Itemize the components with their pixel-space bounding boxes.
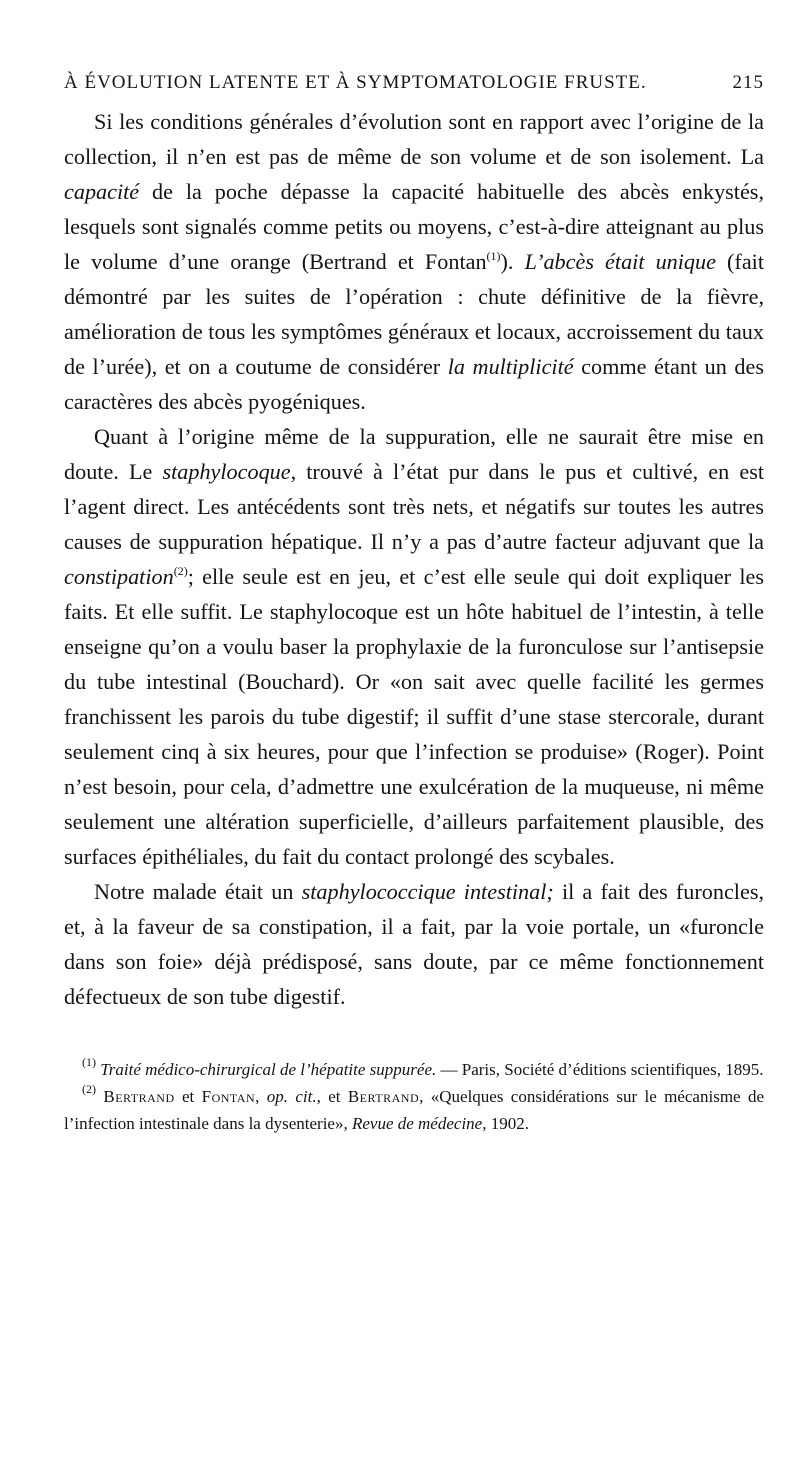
italic-run: Traité médico-chirurgical de l’hépatite suppurée.: [100, 1060, 437, 1079]
paragraph: [64, 874, 764, 1014]
running-head: [64, 72, 764, 94]
text-run: — Paris, Société d’éditions scientifiques, 1895.: [436, 1060, 764, 1079]
book-page: [64, 72, 764, 1137]
footnote-ref: (1): [486, 249, 501, 263]
text-run: ).: [500, 249, 525, 274]
text-run: Si les conditions générales d’évolution sont en rapport avec l’origine de la collection, il n’en est pas de même de son volume et de son isolement. La: [64, 109, 764, 169]
italic-run: constipation: [64, 564, 174, 589]
italic-run: capacité: [64, 179, 140, 204]
text-run: Quant à l’origine même de la suppuration, elle ne saurait être mise en doute. Le: [64, 424, 764, 484]
footnote: [64, 1083, 764, 1137]
text-run: il a fait des furoncles, et, à la faveur de sa constipation, il a fait, par la voie portale, un «furoncle dans son foie» déjà prédisposé, sans doute, par ce même fonctionnement défectueux de son tube digestif.: [64, 879, 765, 1009]
italic-run: staphylococcique intestinal;: [301, 879, 554, 904]
text-run: , trouvé à l’état pur dans le pus et cultivé, en est l’agent direct. Les antécédents sont très nets, et négatifs sur toutes les autres causes de suppuration hépatique. Il n’y a pas d’autre facteur adjuvant que la: [64, 459, 764, 554]
text-run: , «Quelques considérations sur le mécanisme de l’infection intestinale dans la dysenterie»,: [64, 1087, 764, 1133]
italic-run: la multiplicité: [447, 354, 574, 379]
italic-run: Revue de médecine: [351, 1114, 483, 1133]
italic-run: staphylocoque: [162, 459, 291, 484]
italic-run: op. cit.: [266, 1087, 317, 1106]
text-run: (fait démontré par les suites de l’opération : chute définitive de la fièvre, amélioration de tous les symptômes généraux et locaux, accroissement du taux de l’urée), et on a coutume de considérer: [64, 249, 764, 379]
text-run: Notre malade était un: [94, 879, 302, 904]
text-run: , et: [316, 1087, 348, 1106]
text-run: , 1902.: [482, 1114, 529, 1133]
italic-run: L’abcès était unique: [524, 249, 716, 274]
text-run: et: [174, 1087, 202, 1106]
author-name: Bertrand: [347, 1087, 420, 1106]
footnotes: [64, 1056, 764, 1137]
text-run: ,: [255, 1087, 267, 1106]
text-run: ; elle seule est en jeu, et c’est elle seule qui doit expliquer les faits. Et elle suffit. Le staphylocoque est un hôte habituel de l’intestin, à telle enseigne qu’on a voulu baser la prophylaxie de la furonculose sur l’antisepsie du tube intestinal (Bouchard). Or «on sait avec quelle facilité les germes franchissent les parois du tube digestif; il suffit d’une stase stercorale, durant seulement cinq à six heures, pour que l’infection se produise» (Roger). Point n’est besoin, pour cela, d’admettre une exulcération de la muqueuse, ni même seulement une altération superficielle, d’ailleurs parfaitement plausible, des surfaces épithéliales, du fait du contact prolongé des scybales.: [64, 564, 764, 869]
running-title: À ÉVOLUTION LATENTE ET À SYMPTOMATOLOGIE FRUSTE.: [64, 72, 647, 93]
page-number: 215: [732, 72, 764, 93]
paragraph: [64, 419, 764, 874]
author-name: Fontan: [201, 1087, 256, 1106]
body-text: [64, 104, 764, 1014]
footnote-ref: (2): [173, 564, 188, 578]
author-name: Bertrand: [103, 1087, 175, 1106]
footnote: [64, 1056, 764, 1083]
text-run: comme étant un des caractères des abcès pyogéniques.: [64, 354, 764, 414]
paragraph: [64, 104, 764, 419]
footnote-ref: (2): [82, 1082, 96, 1096]
text-run: de la poche dépasse la capacité habituelle des abcès enkystés, lesquels sont signalés comme petits ou moyens, c’est-à-dire atteignant au plus le volume d’une orange (Bertrand et Fontan: [64, 179, 764, 274]
footnote-ref: (1): [82, 1055, 96, 1069]
